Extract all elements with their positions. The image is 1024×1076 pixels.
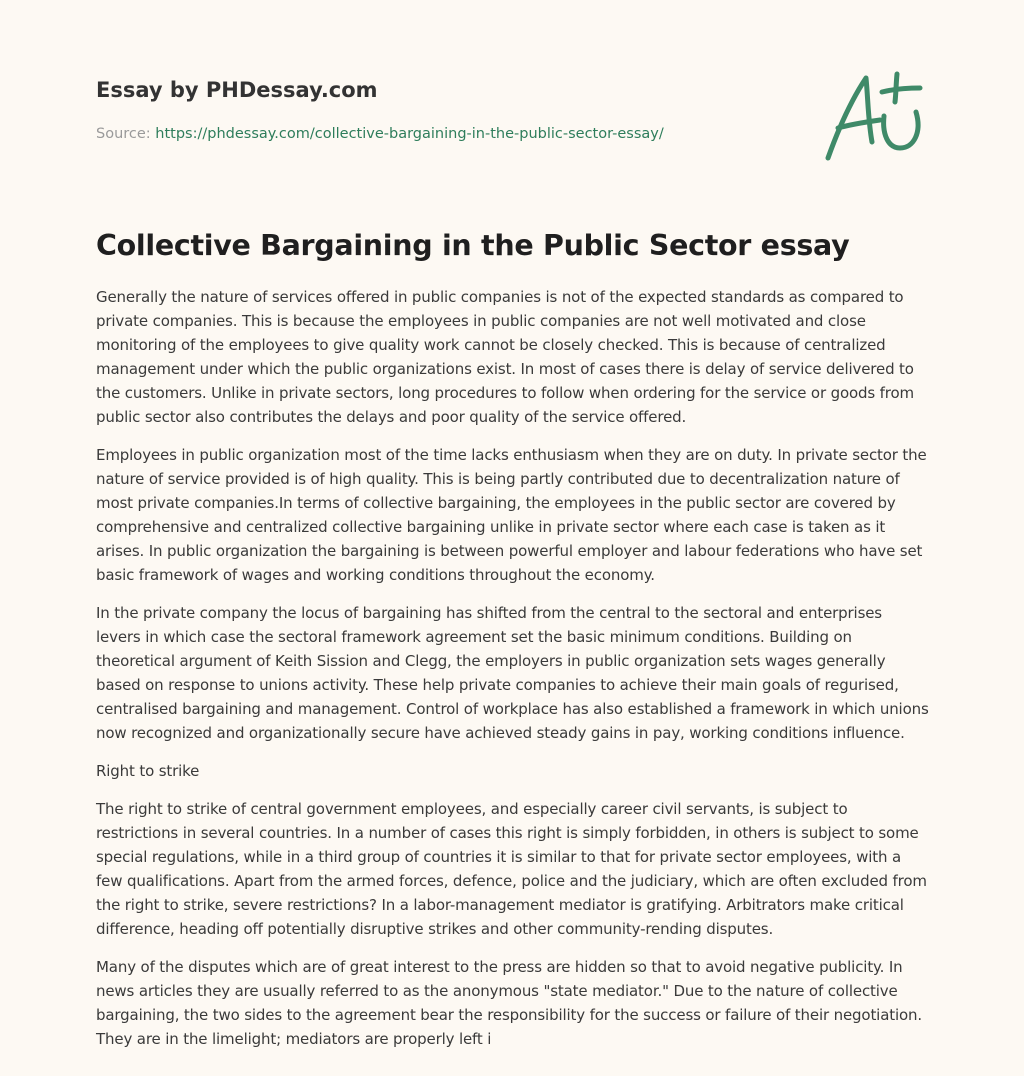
paragraph: Generally the nature of services offered in public companies is not of the expected standards as compared to private companies. This is because the employees in public companies are not well motivated and close monitoring of the employees to give quality work cannot be closely checked. This is because of centralized management under which the public organizations exist. In most of cases there is delay of service delivered to the customers. Unlike in private sectors, long procedures to follow when ordering for the service or goods from public sector also contributes the delays and poor quality of the service offered. — [96, 288, 914, 426]
brand-title: Essay by PHDessay.com — [96, 78, 378, 102]
paragraph: Employees in public organization most of the time lacks enthusiasm when they are on duty. In private sector the nature of service provided is of high quality. This is being partly contributed due to decentralization nature of most private companies.In terms of collective bargaining, the employees in the public sector are covered by comprehensive and centralized collective bargaining unlike in private sector where each case is taken as it arises. In public organization the bargaining is between powerful employer and labour federations who have set basic framework of wages and working conditions throughout the economy. — [96, 446, 927, 584]
essay-title: Collective Bargaining in the Public Sector essay — [96, 229, 850, 262]
essay-body — [96, 285, 930, 1065]
paragraph: In the private company the locus of bargaining has shifted from the central to the sectoral and enterprises levers in which case the sectoral framework agreement set the basic minimum conditions. Building on theoretical argument of Keith Sission and Clegg, the employers in public organization sets wages generally based on response to unions activity. These help private companies to achieve their main goals of regurised, centralised bargaining and management. Control of workplace has also established a framework in which unions now recognized and organizationally secure have achieved steady gains in pay, working conditions influence. — [96, 604, 929, 742]
source-line — [96, 124, 664, 144]
section-heading: Right to strike — [96, 762, 200, 780]
paragraph: Many of the disputes which are of great interest to the press are hidden so that to avoid negative publicity. In news articles they are usually referred to as the anonymous "state mediator." Due to the nature of collective bargaining, the two sides to the agreement bear the responsibility for the success or failure of their negotiation. They are in the limelight; mediators are properly left i — [96, 958, 922, 1048]
source-link[interactable]: https://phdessay.com/collective-bargaining-in-the-public-sector-essay/ — [155, 126, 664, 142]
site-header — [96, 76, 796, 104]
source-label: Source: — [96, 126, 156, 142]
a-plus-logo-icon — [822, 68, 926, 164]
paragraph: The right to strike of central government employees, and especially career civil servants, is subject to restrictions in several countries. In a number of cases this right is simply forbidden, in others is subject to some special regulations, while in a third group of countries it is similar to that for private sector employees, with a few qualifications. Apart from the armed forces, defence, police and the judiciary, which are often excluded from the right to strike, severe restrictions? In a labor-management mediator is gratifying. Arbitrators make critical difference, heading off potentially disruptive strikes and other community-rending disputes. — [96, 800, 927, 938]
